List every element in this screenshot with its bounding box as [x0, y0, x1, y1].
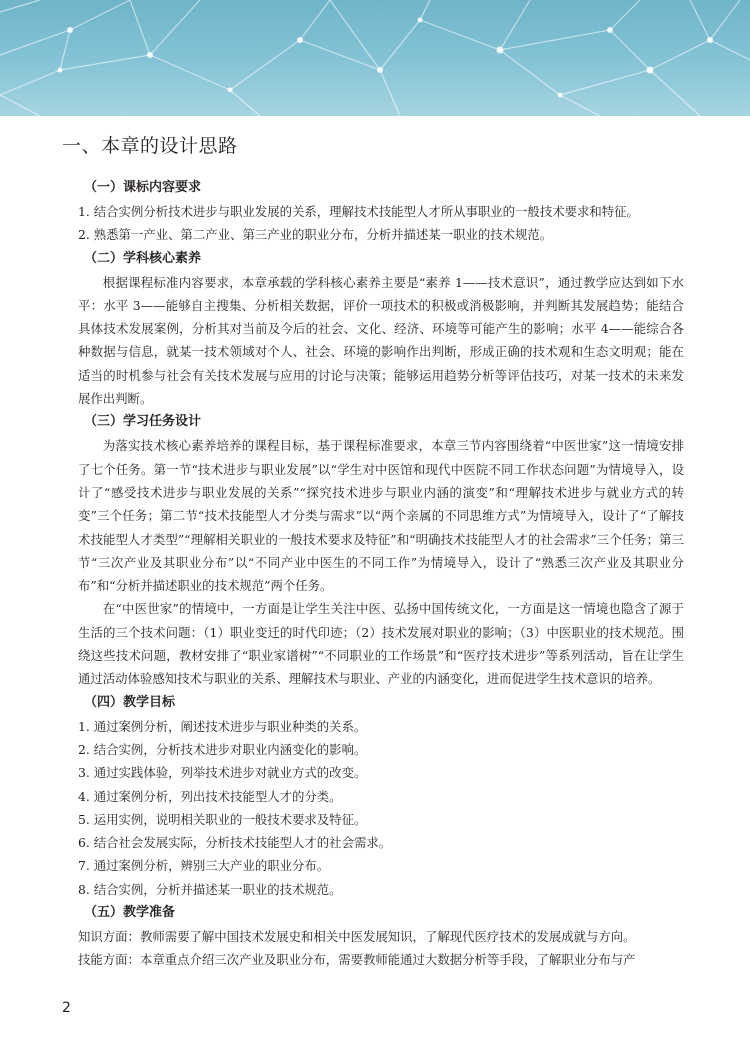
section-task-design — [78, 410, 684, 690]
section-teaching-objectives — [78, 691, 684, 901]
chapter-title: 一、本章的设计思路 — [62, 135, 238, 157]
section-teaching-preparation — [78, 901, 684, 972]
section-curriculum-requirements — [78, 176, 684, 247]
list-item: 8. 结合实例，分析并描述某一职业的技术规范。 — [78, 881, 342, 897]
main-content — [78, 176, 684, 972]
paragraph: 知识方面：教师需要了解中国技术发展史和相关中医发展知识，了解现代医疗技术的发展成就与方向。 — [78, 929, 636, 945]
list-item: 4. 通过案例分析，列出技术技能型人才的分类。 — [78, 788, 342, 804]
list-item: 3. 通过实践体验，列举技术进步对就业方式的改变。 — [78, 765, 367, 781]
list-item: 2. 结合实例，分析技术进步对职业内涵变化的影响。 — [78, 741, 367, 757]
list-item: 1. 通过案例分析，阐述技术进步与职业种类的关系。 — [78, 718, 367, 734]
list-item: 6. 结合社会发展实际，分析技术技能型人才的社会需求。 — [78, 835, 392, 851]
section-core-literacy — [78, 247, 684, 411]
section-title: （三）学习任务设计 — [84, 414, 202, 430]
list-item: 7. 通过案例分析，辨别三大产业的职业分布。 — [78, 858, 330, 874]
list-item: 1. 结合实例分析技术进步与职业发展的关系，理解技术技能型人才所从事职业的一般技术要求和特征。 — [78, 204, 639, 219]
paragraph: 为落实技术核心素养培养的课程目标，基于课程标准要求，本章三节内容围绕着“中医世家”这一情境安排了七个任务。第一节“技术进步与职业发展”以“学生对中医馆和现代中医院不同工作状态问题”为情境导入，设计了“感受技术进步与职业发展的关系”“探究技术进步与职业内涵的演变”和“理解技术进步与就业方式的转变”三个任务；第二节“技术技能型人才分类与需求”以“两个亲属的不同思维方式”为情境导入，设计了“了解技术技能型人才类型”“理解相关职业的一般技术要求及特征”和“明确技术技能型人才的社会需求”三个任务；第三节“三次产业及其职业分布”以“不同产业中医生的不同工作”为情境导入，设计了“熟悉三次产业及其职业分布”和“分析并描述职业的技术规范”两个任务。 — [78, 438, 684, 594]
list-item: 2. 熟悉第一产业、第二产业、第三产业的职业分布，分析并描述某一职业的技术规范。 — [78, 227, 553, 243]
page-number: 2 — [62, 1000, 71, 1016]
paragraph: 在“中医世家”的情境中，一方面是让学生关注中医、弘扬中国传统文化，一方面是这一情境也隐含了源于生活的三个技术问题：（1）职业变迁的时代印迹；（2）技术发展对职业的影响；（3）中医职业的技术规范。围绕这些技术问题，教材安排了“职业家谱树”“不同职业的工作场景”和“医疗技术进步”等系列活动，旨在让学生通过活动体验感知技术与职业的关系、理解技术与职业、产业的内涵变化，进而促进学生技术意识的培养。 — [78, 601, 684, 687]
list-item: 5. 运用实例，说明相关职业的一般技术要求及特征。 — [78, 811, 367, 827]
paragraph: 根据课程标准内容要求，本章承载的学科核心素养主要是“素养 1——技术意识”，通过教学应达到如下水平：水平 3——能够自主搜集、分析相关数据，评价一项技术的积极或消极影响，并判断其发展趋势；能结合具体技术发展案例，分析其对当前及今后的社会、文化、经济、环境等可能产生的影响；水平 4——能综合各种数据与信息，就某一技术领域对个人、社会、环境的影响作出判断，形成正确的技术观和生态文明观；能在适当的时机参与社会有关技术发展与应用的讨论与决策；能够运用趋势分析等评估技巧，对某一技术的未来发展作出判断。 — [78, 274, 684, 407]
header-banner — [0, 0, 750, 116]
network-pattern-decoration — [0, 0, 750, 116]
paragraph: 技能方面：本章重点介绍三次产业及职业分布，需要教师能通过大数据分析等手段，了解职业分布与产 — [78, 952, 636, 968]
section-title: （二）学科核心素养 — [84, 250, 202, 266]
section-title: （四）教学目标 — [84, 694, 176, 710]
section-title: （一）课标内容要求 — [84, 180, 202, 195]
section-title: （五）教学准备 — [84, 905, 176, 921]
